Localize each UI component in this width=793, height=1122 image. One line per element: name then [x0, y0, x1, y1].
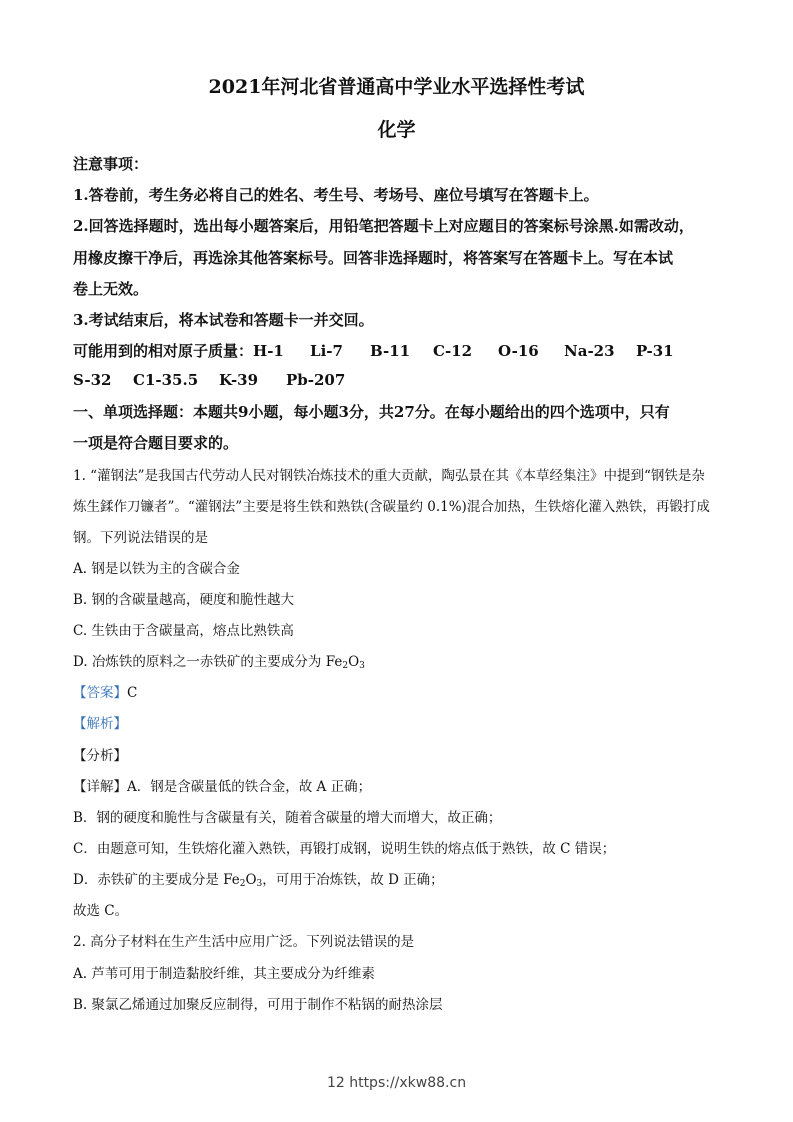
q2-option-a: A. 芦苇可用于制造黏胶纤维，其主要成分为纤维素: [73, 966, 375, 982]
analysis-label: 【解析】: [73, 716, 127, 732]
atomic-mass-item: H-1: [253, 342, 284, 360]
atomic-mass-item: K-39: [219, 371, 259, 389]
q1-detail-c: C．由题意可知，生铁熔化灌入熟铁，再锻打成钢，说明生铁的熔点低于熟铁，故 C 错误；: [73, 841, 616, 857]
detail-d-text: D．赤铁矿的主要成分是 Fe: [73, 872, 240, 888]
q1-answer: [73, 681, 137, 701]
fenxi-label: 【分析】: [73, 748, 127, 764]
notice-item-2-line-3: 卷上无效。: [73, 280, 149, 298]
atomic-mass-item: O-16: [498, 342, 539, 360]
detail-label: 【详解】: [73, 779, 127, 795]
q1-option-d-text: D. 冶炼铁的原料之一赤铁矿的主要成分为 Fe: [73, 654, 343, 670]
subscript: 2: [342, 661, 349, 671]
detail-a-text: A．钢是含碳量低的铁合金，故 A 正确；: [127, 779, 372, 795]
subscript: 3: [256, 879, 263, 889]
atomic-mass-item: Na-23: [564, 342, 615, 360]
q1-stem-line-1: 1. “灌钢法”是我国古代劳动人民对钢铁冶炼技术的重大贡献，陶弘景在其《本草经集注》中提到“钢铁是杂: [73, 468, 705, 484]
q1-option-b: B. 钢的含碳量越高，硬度和脆性越大: [73, 592, 295, 608]
atomic-mass-row-1: [73, 340, 674, 361]
detail-d-oxygen: O: [245, 872, 257, 888]
answer-label: 【答案】: [73, 685, 127, 701]
subject-title: 化学: [377, 119, 416, 141]
notice-item-2-line-2: 用橡皮擦干净后，再选涂其他答案标号。回答非选择题时，将答案写在答题卡上。写在本试: [73, 249, 674, 267]
q2-stem: 2. 高分子材料在生产生活中应用广泛。下列说法错误的是: [73, 934, 415, 950]
q1-detail-a: [73, 775, 371, 795]
atomic-mass-item: C-12: [433, 342, 473, 360]
q1-stem-line-2: 炼生鍒作刀镰者”。“灌钢法”主要是将生铁和熟铁(含碳量约 0.1%)混合加热，生铁熔化灌入熟铁，再锻打成: [73, 499, 710, 515]
exam-title: 2021年河北省普通高中学业水平选择性考试: [208, 76, 585, 98]
section-1-heading-line-1: 一、单项选择题：本题共9小题，每小题3分，共27分。在每小题给出的四个选项中，只有: [73, 403, 670, 421]
section-1-heading-line-2: 一项是符合题目要求的。: [73, 434, 239, 452]
atomic-mass-item: P-31: [636, 342, 674, 360]
q1-conclusion: 故选 C。: [73, 903, 129, 919]
notice-item-1: 1.答卷前，考生务必将自己的姓名、考生号、考场号、座位号填写在答题卡上。: [73, 186, 599, 204]
page-footer: 12 https://xkw88.cn: [326, 1075, 467, 1091]
atomic-mass-row-2: [73, 371, 345, 389]
atomic-mass-item: Pb-207: [286, 371, 346, 389]
detail-d-suffix: ，可用于冶炼铁，故 D 正确；: [262, 872, 444, 888]
q1-option-c: C. 生铁由于含碳量高，熔点比熟铁高: [73, 623, 294, 639]
q1-option-a: A. 钢是以铁为主的含碳合金: [73, 561, 240, 577]
atomic-mass-label: 可能用到的相对原子质量：: [73, 342, 254, 360]
notice-item-2-line-1: 2.回答选择题时，选出每小题答案后，用铅笔把答题卡上对应题目的答案标号涂黑.如需改动，: [73, 217, 694, 235]
notice-heading: 注意事项：: [73, 155, 149, 173]
atomic-mass-item: Li-7: [310, 342, 343, 360]
q1-option-d-oxygen: O: [348, 654, 360, 670]
atomic-mass-item: S-32: [73, 371, 112, 389]
subscript: 2: [239, 879, 246, 889]
subscript: 3: [359, 661, 365, 671]
q1-detail-d: [73, 868, 444, 888]
notice-item-3: 3.考试结束后，将本试卷和答题卡一并交回。: [73, 311, 374, 329]
atomic-mass-item: B-11: [370, 342, 411, 360]
atomic-mass-item: C1-35.5: [133, 371, 199, 389]
q1-detail-b: B．钢的硬度和脆性与含碳量有关，随着含碳量的增大而增大，故正确；: [73, 810, 502, 826]
q1-option-d: [73, 650, 365, 670]
q2-option-b: B. 聚氯乙烯通过加聚反应制得，可用于制作不粘锅的耐热涂层: [73, 997, 443, 1013]
q1-stem-line-3: 钢。下列说法错误的是: [73, 530, 208, 546]
answer-value: C: [127, 685, 138, 701]
